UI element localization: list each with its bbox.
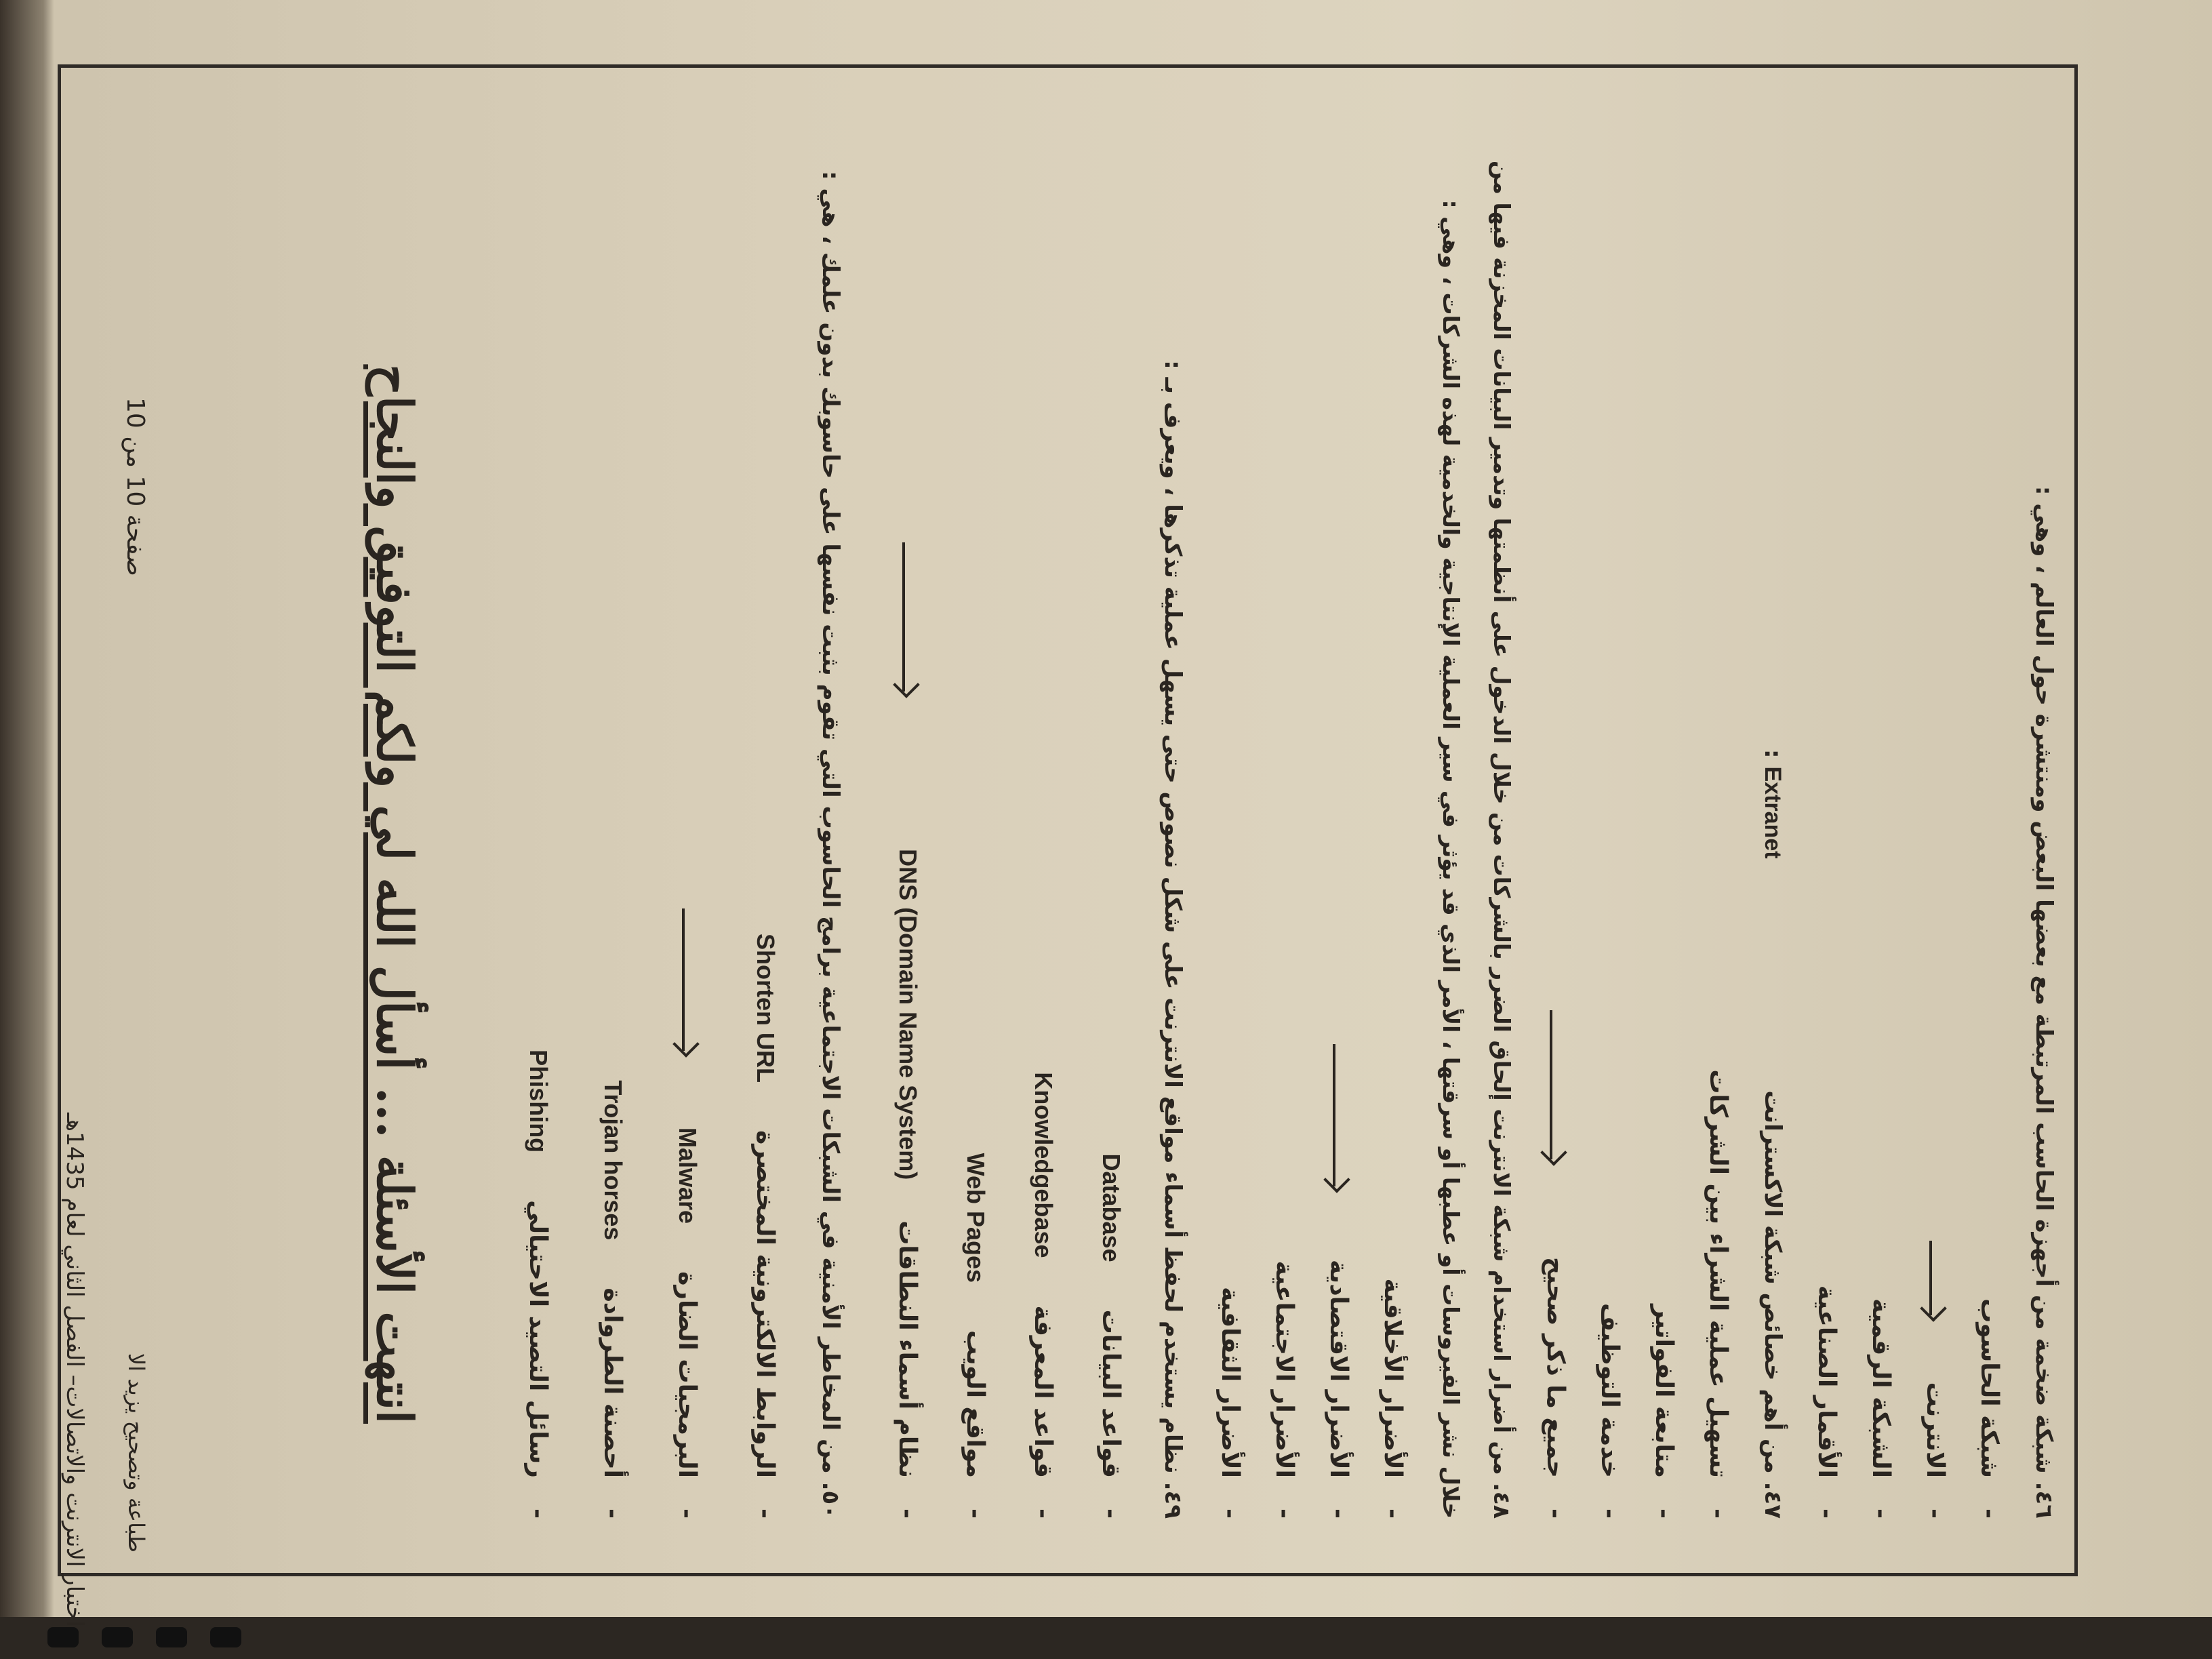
question-number: ٤٩. bbox=[1159, 1481, 1186, 1519]
question-48 bbox=[1489, 161, 1515, 1519]
option: -الأضرار الاجتماعية bbox=[1270, 1260, 1298, 1519]
question-number: ٥٠. bbox=[817, 1481, 844, 1519]
option: -الأضرار الثقافية bbox=[1216, 1286, 1244, 1519]
option-correct: -الانترنت bbox=[1921, 1382, 1949, 1519]
option: -مواقع الويبWeb Pages bbox=[961, 1153, 990, 1519]
answer-arrow-icon bbox=[902, 542, 905, 692]
option: -أحصنة الطروادةTrojan horses bbox=[599, 1080, 627, 1519]
option: -الروابط الالكترونية المختصرةShorten URL bbox=[751, 934, 780, 1519]
exam-page bbox=[41, 0, 2210, 1627]
option-correct: -البرمجيات الضارةMalware bbox=[673, 1127, 702, 1519]
binding-hole bbox=[47, 1627, 79, 1647]
option: -قواعد البياناتDatabase bbox=[1097, 1153, 1125, 1519]
question-number: ٤٦. bbox=[2030, 1481, 2057, 1519]
option: -تسهيل عملية الشراء بين الشركات bbox=[1704, 1069, 1732, 1519]
question-text: شبكة ضخمة من أجهزة الحاسب المرتبطة مع بعضها البعض ومنتشرة حول العالم ، وهي : bbox=[2030, 485, 2057, 1474]
option-correct: -جميع ما ذكر صحيح bbox=[1542, 1257, 1569, 1519]
option: -خدمة التوظيف bbox=[1596, 1303, 1624, 1519]
question-47: ٤٧. من أهم خصائص شبكة الاكسترانت Extranet : bbox=[1759, 749, 1786, 1519]
option: -شبكة الحاسوب bbox=[1975, 1298, 2003, 1519]
option: -رسائل التصيد الاحتياليPhishing bbox=[524, 1050, 552, 1519]
answer-arrow-icon bbox=[1333, 1044, 1335, 1186]
answer-arrow-icon bbox=[1929, 1241, 1932, 1315]
credit-text: طباعة وتصحيح يزيد الا bbox=[123, 1353, 149, 1553]
option: -الأضرار الأخلاقية bbox=[1379, 1278, 1407, 1519]
question-48-continued: خلال نشر الفيروسات أو عطبها أو سرقتها ، الأمر الذي قد يؤثر في سير العملية الإنتاجية والخدمية لهذه الشركات ، وهي : bbox=[1438, 199, 1464, 1519]
exam-header-line: اختبار الانترنت والاتصالات– الفصل الثاني لعام 1435هـ bbox=[61, 1113, 88, 1627]
option: -الشبكة الرقمية bbox=[1867, 1298, 1895, 1519]
question-50 bbox=[817, 171, 844, 1519]
answer-arrow-icon bbox=[682, 908, 685, 1051]
question-number: ٤٧. bbox=[1759, 1481, 1786, 1519]
binding-hole bbox=[102, 1627, 133, 1647]
option-correct: -الأضرار الاقتصادية bbox=[1325, 1259, 1352, 1519]
question-number: ٤٨. bbox=[1489, 1483, 1515, 1519]
page-number: صفحة 10 من 10 bbox=[121, 397, 149, 576]
option: -متابعة الفواتير bbox=[1650, 1304, 1678, 1519]
question-text: من المخاطر الأمنية في الشبكات الاجتماعية برامج الحاسوب التي تقوم بثبت نفسها على حاسوبك بدون علمك ، هي : bbox=[817, 171, 844, 1474]
closing-message: انتهت الأسئلة ... أسأل الله لي ولكم التوفيق والنجاح bbox=[366, 364, 424, 1424]
option: -الأقمار الصناعية bbox=[1813, 1285, 1841, 1519]
question-46 bbox=[2030, 486, 2057, 1519]
binding-hole bbox=[210, 1627, 241, 1647]
question-text: من أضرار استخدام شبكة الانترنت إلحاق الضرر بالشركات من خلال الدخول على أنظمتها وتدمير البيانات المخزنة فيها من bbox=[1489, 160, 1515, 1475]
question-text: نظام يستخدم لحفظ أسماء مواقع الانترنت على شكل نصوص حتى يسهل عملية تذكرها ، ويعرف بـ : bbox=[1159, 360, 1186, 1474]
question-49 bbox=[1159, 360, 1186, 1519]
binding-hole bbox=[156, 1627, 187, 1647]
answer-arrow-icon bbox=[1550, 1010, 1552, 1159]
option-correct: -نظام أسماء النطاقاتDNS (Domain Name System) bbox=[893, 849, 922, 1519]
option: -قواعد المعرفةKnowledgebase bbox=[1029, 1072, 1058, 1519]
question-text: من أهم خصائص شبكة الاكسترانت bbox=[1759, 1090, 1786, 1474]
